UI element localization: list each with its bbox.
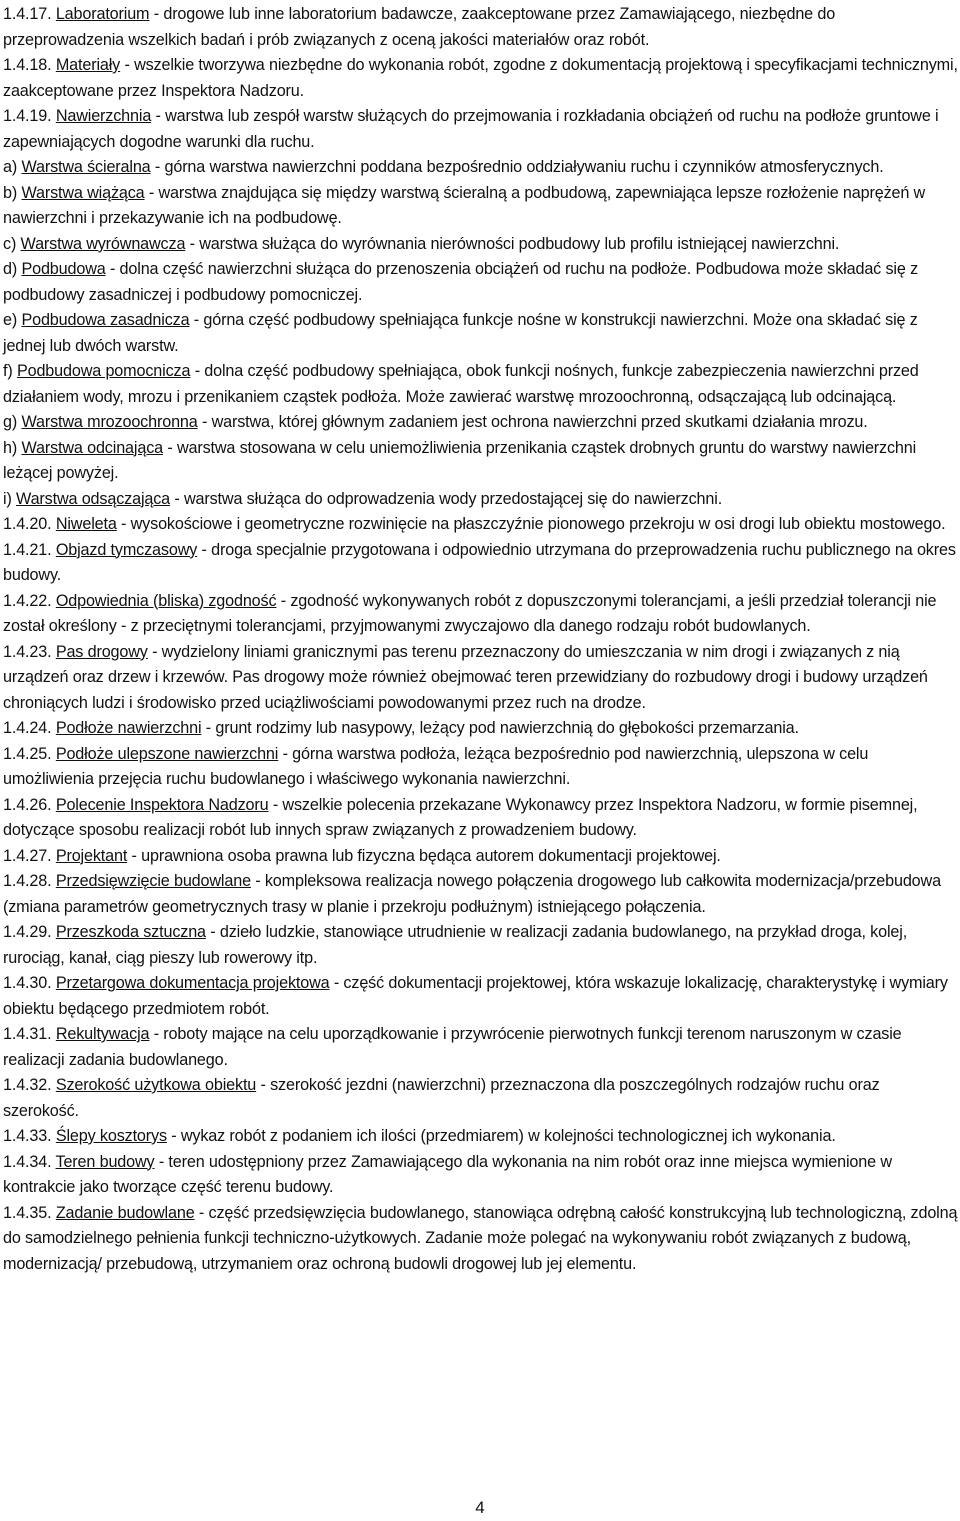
defined-term: Warstwa odsączająca (16, 489, 171, 508)
entry-number: 1.4.23. (3, 642, 52, 661)
entry-number: h) (3, 438, 18, 457)
definition-text: - wysokościowe i geometryczne rozwinięcie na płaszczyźnie pionowego przekroju w osi drogi lub obiektu mostowego. (116, 515, 946, 533)
definition-text: - górna warstwa podłoża, leżąca bezpośrednio pod nawierzchnią, ulepszona w celu umożliwienia przejęcia ruchu budowlanego i właściwego wykonania nawierzchni. (3, 744, 869, 788)
definition-text: - warstwa służąca do odprowadzenia wody przedostającej się do nawierzchni. (170, 489, 723, 508)
defined-term: Niweleta (55, 515, 117, 533)
defined-term: Podłoże nawierzchni (55, 719, 202, 737)
entry-number: 1.4.30. (3, 974, 52, 992)
definition-text: - teren udostępniony przez Zamawiającego dla wykonania na nim robót oraz inne miejsca wymienione w kontrakcie jako tworzące część terenu budowy. (3, 1152, 892, 1196)
definition-text: - warstwa służąca do wyrównania nierówności podbudowy lub profilu istniejącej nawierzchni. (185, 234, 840, 253)
definition-entry (3, 589, 959, 640)
definition-text: - wszelkie polecenia przekazane Wykonawcy przez Inspektora Nadzoru, w formie pisemnej, dotyczące sposobu realizacji robót lub innych spraw związanych z prowadzeniem budowy. (3, 795, 918, 839)
defined-term: Warstwa ścieralna (21, 158, 151, 176)
definition-text: - drogowe lub inne laboratorium badawcze, zaakceptowane przez Zamawiającego, niezbędne do przeprowadzenia wszelkich badań i prób związanych z oceną jakości materiałów oraz robót. (3, 5, 836, 49)
definition-text: - szerokość jezdni (nawierzchni) przeznaczona dla poszczególnych rodzajów ruchu oraz szerokość. (3, 1076, 880, 1120)
entry-number: 1.4.25. (3, 744, 52, 763)
definition-entry (3, 1150, 959, 1201)
definition-text: - część dokumentacji projektowej, która wskazuje lokalizację, charakterystykę i wymiary obiektu będącego przedmiotem robót. (3, 974, 948, 1018)
definition-entry (3, 181, 959, 232)
definition-entry (3, 104, 959, 155)
entry-number: 1.4.28. (3, 872, 52, 890)
definition-text: - uprawniona osoba prawna lub fizyczna będąca autorem dokumentacji projektowej. (127, 846, 721, 865)
entry-number: c) (3, 234, 17, 253)
defined-term: Odpowiednia (bliska) zgodność (55, 591, 277, 610)
defined-term: Rekultywacja (55, 1025, 150, 1043)
defined-term: Projektant (55, 846, 128, 865)
definition-entry (3, 869, 959, 920)
definition-entry (3, 742, 959, 793)
definition-text: - zgodność wykonywanych robót z dopuszczonymi tolerancjami, a jeśli przedział tolerancji nie został określony - z przeciętnymi tolerancjami, przyjmowanymi zwyczajowo dla danego rodzaju robót budowlanych. (3, 591, 937, 635)
entry-number: 1.4.33. (3, 1127, 52, 1145)
entry-number: 1.4.26. (3, 795, 52, 814)
definition-entry (3, 1022, 959, 1073)
entry-number: 1.4.21. (3, 540, 52, 559)
entry-number: 1.4.31. (3, 1025, 52, 1043)
defined-term: Teren budowy (55, 1152, 155, 1171)
definition-entry (3, 920, 959, 971)
defined-term: Polecenie Inspektora Nadzoru (55, 795, 269, 814)
defined-term: Zadanie budowlane (55, 1203, 195, 1222)
definition-entry (3, 1073, 959, 1124)
defined-term: Przetargowa dokumentacja projektowa (55, 974, 330, 992)
defined-term: Szerokość użytkowa obiektu (55, 1076, 257, 1094)
defined-term: Warstwa odcinająca (21, 438, 164, 457)
page-number: 4 (475, 1498, 485, 1517)
definition-entry (3, 793, 959, 844)
definition-entry (3, 2, 959, 53)
definition-text: - dzieło ludzkie, stanowiące utrudnienie w realizacji zadania budowlanego, na przykład droga, kolej, rurociąg, kanał, ciąg pieszy lub rowerowy itp. (3, 923, 908, 967)
definition-entry (3, 436, 959, 487)
defined-term: Pas drogowy (55, 642, 148, 661)
definition-text: - górna warstwa nawierzchni poddana bezpośrednio oddziaływaniu ruchu i czynników atmosferycznych. (150, 158, 884, 176)
entry-number: 1.4.34. (3, 1152, 52, 1171)
definition-text: - droga specjalnie przygotowana i odpowiednio utrzymana do przeprowadzenia ruchu publicznego na okres budowy. (3, 540, 956, 584)
defined-term: Ślepy kosztorys (55, 1127, 167, 1145)
definition-entry (3, 232, 959, 258)
definition-text: - wszelkie tworzywa niezbędne do wykonania robót, zgodne z dokumentacją projektową i specyfikacjami technicznymi, zaakceptowane przez Inspektora Nadzoru. (3, 56, 958, 100)
defined-term: Warstwa wyrównawcza (20, 234, 186, 253)
defined-term: Podbudowa (21, 260, 106, 278)
defined-term: Warstwa mrozoochronna (21, 413, 198, 431)
definition-text: - kompleksowa realizacja nowego połączenia drogowego lub całkowita modernizacja/przebudowa (zmiana parametrów geometrycznych trasy w planie i przekroju podłużnym) istniejącego połączenia. (3, 872, 941, 916)
entry-number: 1.4.22. (3, 591, 52, 610)
entry-number: 1.4.18. (3, 56, 52, 74)
definition-text: - warstwa, której głównym zadaniem jest ochrona nawierzchni przed skutkami działania mrozu. (197, 413, 868, 431)
defined-term: Objazd tymczasowy (55, 540, 198, 559)
defined-term: Przeszkoda sztuczna (55, 923, 206, 941)
defined-term: Materiały (55, 56, 121, 74)
entry-number: f) (3, 362, 13, 380)
defined-term: Nawierzchnia (55, 107, 152, 125)
entry-number: 1.4.29. (3, 923, 52, 941)
entry-number: 1.4.35. (3, 1203, 52, 1222)
definition-text: - część przedsięwzięcia budowlanego, stanowiąca odrębną całość konstrukcyjną lub technologiczną, zdolną do samodzielnego pełnienia funkcji techniczno-użytkowych. Zadanie może polegać na wykonywaniu robót związanych z budową, modernizacją/ przebudową, utrzymaniem oraz ochroną budowli drogowej lub jej elementu. (3, 1203, 958, 1273)
definitions-list (3, 2, 959, 1277)
entry-number: d) (3, 260, 18, 278)
entry-number: e) (3, 311, 18, 329)
entry-number: 1.4.19. (3, 107, 52, 125)
definition-text: - wydzielony liniami granicznymi pas terenu przeznaczony do umieszczania w nim drogi i związanych z nią urządzeń oraz drzew i krzewów. Pas drogowy może również obejmować teren przewidziany do rozbudowy drogi i budowy urządzeń chroniących ludzi i środowisko przed uciążliwościami powodowanymi przez ruch na drodze. (3, 642, 928, 712)
definition-entry (3, 53, 959, 104)
entry-number: i) (3, 489, 12, 508)
entry-number: b) (3, 183, 18, 202)
definition-entry (3, 1124, 959, 1150)
definition-entry (3, 257, 959, 308)
definition-text: - wykaz robót z podaniem ich ilości (przedmiarem) w kolejności technologicznej ich wykonania. (166, 1127, 836, 1145)
definition-entry (3, 1201, 959, 1278)
defined-term: Podbudowa zasadnicza (21, 311, 190, 329)
entry-number: a) (3, 158, 18, 176)
definition-text: - warstwa znajdująca się między warstwą ścieralną a podbudową, zapewniająca lepsze rozłożenie naprężeń w nawierzchni i przekazywanie ich na podbudowę. (3, 183, 926, 227)
definition-entry (3, 538, 959, 589)
defined-term: Przedsięwzięcie budowlane (55, 872, 251, 890)
definition-entry (3, 410, 959, 436)
entry-number: 1.4.24. (3, 719, 52, 737)
definition-text: - dolna część nawierzchni służąca do przenoszenia obciążeń od ruchu na podłoże. Podbudowa może składać się z podbudowy zasadniczej i podbudowy pomocniczej. (3, 260, 919, 304)
defined-term: Laboratorium (55, 5, 150, 23)
entry-number: g) (3, 413, 18, 431)
entry-number: 1.4.32. (3, 1076, 52, 1094)
definition-text: - warstwa lub zespół warstw służących do przejmowania i rozkładania obciążeń od ruchu na podłoże gruntowe i zapewniających dogodne warunki dla ruchu. (3, 107, 939, 151)
definition-text: - warstwa stosowana w celu uniemożliwienia przenikania cząstek drobnych gruntu do warstwy nawierzchni leżącej powyżej. (3, 438, 917, 482)
entry-number: 1.4.17. (3, 5, 52, 23)
entry-number: 1.4.27. (3, 846, 52, 865)
definition-text: - dolna część podbudowy spełniająca, obok funkcji nośnych, funkcje zabezpieczenia nawierzchni przed działaniem wody, mrozu i przenikaniem cząstek podłoża. Może zawierać warstwę mrozoochronną, odsączającą lub odcinającą. (3, 362, 919, 406)
definition-entry (3, 155, 959, 181)
defined-term: Podbudowa pomocnicza (16, 362, 191, 380)
defined-term: Podłoże ulepszone nawierzchni (55, 744, 279, 763)
definition-text: - roboty mające na celu uporządkowanie i przywrócenie pierwotnych funkcji terenom naruszonym w czasie realizacji zadania budowlanego. (3, 1025, 902, 1069)
definition-entry (3, 512, 959, 538)
entry-number: 1.4.20. (3, 515, 52, 533)
definition-entry (3, 716, 959, 742)
definition-entry (3, 971, 959, 1022)
definition-entry (3, 844, 959, 870)
defined-term: Warstwa wiążąca (21, 183, 145, 202)
definition-text: - grunt rodzimy lub nasypowy, leżący pod nawierzchnią do głębokości przemarzania. (201, 719, 799, 737)
definition-entry (3, 487, 959, 513)
definition-entry (3, 308, 959, 359)
definition-text: - górna część podbudowy spełniająca funkcje nośne w konstrukcji nawierzchni. Może ona składać się z jednej lub dwóch warstw. (3, 311, 918, 355)
definition-entry (3, 640, 959, 717)
definition-entry (3, 359, 959, 410)
